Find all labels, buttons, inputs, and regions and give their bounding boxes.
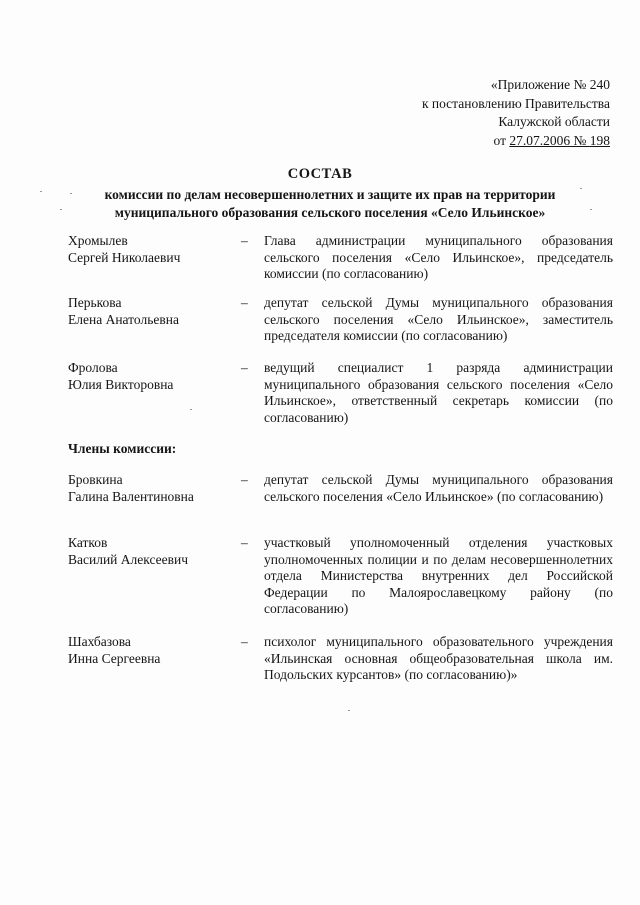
dash-separator: –	[241, 360, 248, 375]
appendix-header	[422, 76, 610, 150]
scan-speck	[70, 193, 72, 194]
dash-separator: –	[241, 233, 248, 248]
person-role: депутат сельской Думы муниципального образования сельского поселения «Село Ильинское» (по согласованию)	[264, 472, 613, 504]
scan-speck	[60, 209, 62, 210]
person-surname: Перькова	[68, 295, 122, 310]
person-role: ведущий специалист 1 разряда администрации муниципального образования сельского поселения «Село Ильинское», ответственный секретарь комиссии (по согласованию)	[264, 360, 613, 425]
person-given-name: Елена Анатольевна	[68, 311, 179, 327]
person-surname: Хромылев	[68, 233, 128, 248]
appendix-line-3: Калужской области	[498, 114, 610, 129]
person-role: Глава администрации муниципального образования сельского поселения «Село Ильинское», председатель комиссии (по согласованию)	[264, 233, 613, 281]
person-name	[68, 634, 233, 667]
person-surname: Шахбазова	[68, 634, 131, 649]
person-given-name: Галина Валентиновна	[68, 488, 194, 504]
dash-separator: –	[241, 535, 248, 550]
person-surname: Бровкина	[68, 472, 123, 487]
members-heading: Члены комиссии:	[68, 441, 177, 456]
dash-separator: –	[241, 634, 248, 649]
dash-separator: –	[241, 472, 248, 487]
dash-separator: –	[241, 295, 248, 310]
person-given-name: Инна Сергеевна	[68, 650, 161, 666]
appendix-line-2: к постановлению Правительства	[421, 95, 610, 111]
document-subtitle: комиссии по делам несовершеннолетних и защите их прав на территории муниципального образования сельского поселения «Село Ильинское»	[104, 187, 556, 220]
date-prefix: от	[493, 132, 510, 148]
scan-speck	[190, 409, 192, 410]
person-name	[68, 233, 233, 266]
decree-date: 27.07.2006	[509, 132, 571, 148]
appendix-line-1: «Приложение № 240	[490, 77, 610, 92]
decree-number: 198	[589, 132, 610, 148]
person-name	[68, 295, 233, 328]
person-given-name: Юлия Викторовна	[68, 376, 174, 392]
document-title: СОСТАВ	[287, 166, 353, 182]
person-name	[68, 360, 233, 393]
person-role: депутат сельской Думы муниципального образования сельского поселения «Село Ильинское», заместитель председателя комиссии (по согласованию)	[264, 295, 613, 343]
person-given-name: Сергей Николаевич	[68, 249, 181, 265]
person-role: участковый уполномоченный отделения участковых уполномоченных полиции и по делам несовершеннолетних отдела Министерства внутренних дел Российской Федерации по Малоярославецкому району (по согласованию)	[264, 535, 613, 616]
person-name	[68, 472, 233, 505]
scan-speck	[590, 209, 592, 210]
person-surname: Фролова	[68, 360, 118, 375]
person-given-name: Василий Алексеевич	[68, 551, 189, 567]
person-name	[68, 535, 233, 568]
scan-speck	[40, 191, 42, 192]
scan-speck	[348, 710, 350, 711]
person-role: психолог муниципального образовательного учреждения «Ильинская основная общеобразовательная школа им. Подольских курсантов» (по согласованию)»	[264, 634, 613, 682]
appendix-date-line	[422, 132, 610, 151]
person-surname: Катков	[68, 535, 108, 550]
scan-speck	[580, 188, 582, 189]
number-prefix: №	[570, 132, 590, 148]
